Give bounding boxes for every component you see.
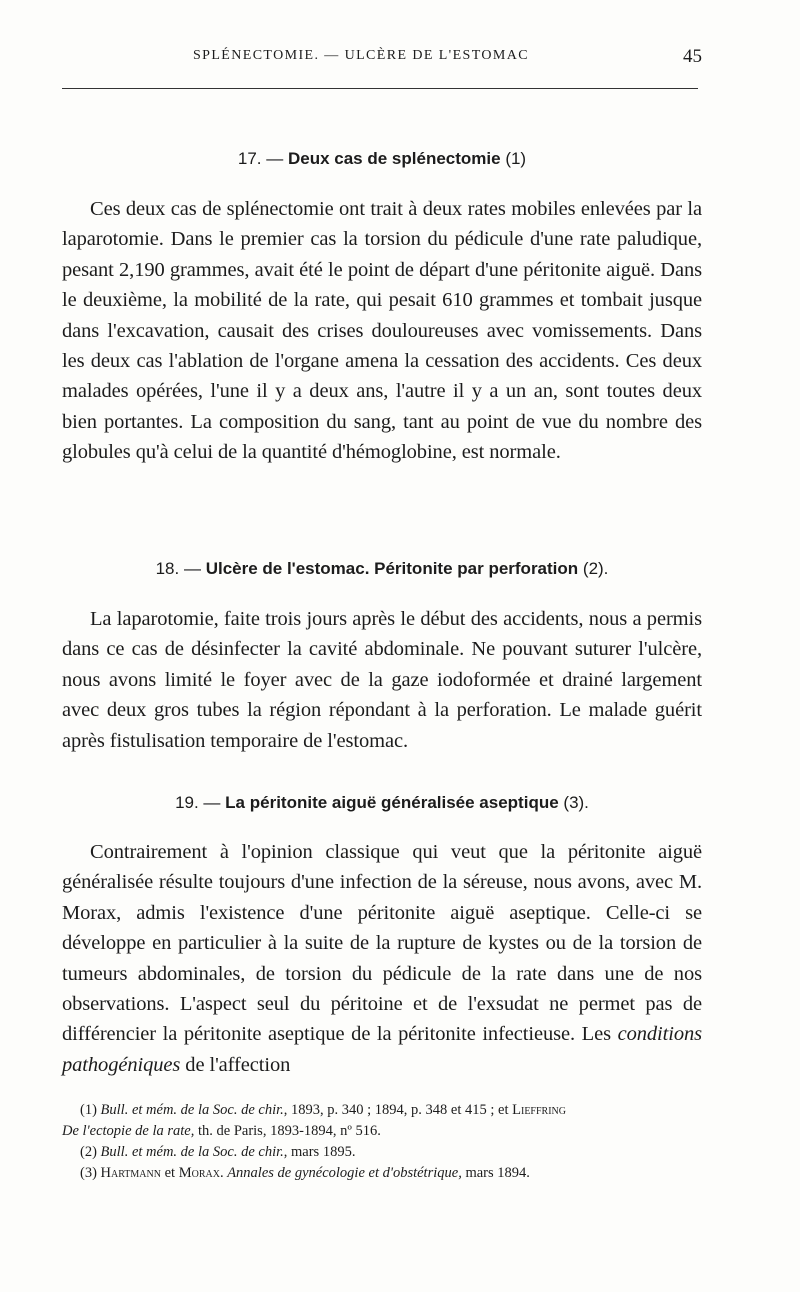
source-details: th. de Paris, 1893-1894, nº 516. [194,1123,381,1139]
footnote-3 [62,1163,702,1184]
section-heading: Deux cas de splénectomie [287,149,501,168]
italic-phrase: conditions pathogéniques [62,1023,702,1076]
source-details: , 1893, p. 340 ; 1894, p. 348 et 415 ; et [283,1102,513,1118]
section-18-title [62,559,702,579]
section-heading: Ulcère de l'estomac. Péritonite par perforation [205,559,579,578]
source-title: Annales de gynécologie et d'obstétrique, [227,1165,462,1181]
source-title: Bull. et mém. de la Soc. de chir. [100,1102,284,1118]
section-number: 19. — [175,793,221,812]
footnote-2 [62,1142,702,1163]
section-heading: La péritonite aiguë généralisée aseptique [225,793,559,812]
paragraph-text: Contrairement à l'opinion classique qui veut que la péritonite aiguë généralisée résulte toujours d'une infection de la séreuse, nous avons, avec M. Morax, admis l'existence d'une péritonite aiguë aseptique. Celle-ci se développe en particulier à la suite de la rupture de kystes ou de la torsion de tumeurs abdominales, de torsion du pédicule de la rate dans une de nos observations. L'aspect seul du péritoine et de l'exsudat ne permet pas de différencier la péritonite aseptique de la péritonite infectieuse. Les [62,841,702,1046]
source-title: De l'ectopie de la rate, [62,1123,195,1139]
page-number: 45 [683,46,702,67]
footnote-ref: (1) [505,149,527,168]
section-number: 17. — [237,149,284,168]
source-title: Bull. et mém. de la Soc. de chir. [100,1144,284,1160]
author-name: Lieffring [512,1102,567,1118]
source-details: , mars 1895. [283,1144,356,1160]
author-name: Morax [178,1165,220,1181]
section-18-paragraph: La laparotomie, faite trois jours après le début des accidents, nous a permis dans ce cas de désinfecter la cavité abdominale. Ne pouvant suturer l'ulcère, nous avons limité le foyer avec de la gaze iodoformée et drainé largement avec deux gros tubes la région répondant à la perforation. Le malade guérit après fistulisation temporaire de l'estomac. [62,608,702,752]
section-19-title [62,793,702,813]
running-head: SPLÉNECTOMIE. — ULCÈRE DE L'ESTOMAC [192,48,530,63]
header-rule [62,88,698,89]
section-17-paragraph: Ces deux cas de splénectomie ont trait à deux rates mobiles enlevées par la laparotomie. Dans le premier cas la torsion du pédicule d'une rate paludique, pesant 2,190 grammes, avait été le point de départ d'une péritonite aiguë. Dans le deuxième, la mobilité de la rate, qui pesait 610 grammes et tombait jusque dans l'excavation, causait des crises douloureuses avec vomissements. Dans les deux cas l'ablation de l'organe amena la cessation des accidents. Ces deux malades opérées, l'une il y a deux ans, l'autre il y a un an, sont toutes deux bien portantes. La composition du sang, tant au point de vue du nombre des globules qu'à celui de la quantité d'hémoglobine, est normale. [62,198,702,464]
footnotes [62,1100,702,1184]
section-19-paragraph [62,837,702,1080]
section-number: 18. — [155,559,201,578]
source-details: mars 1894. [461,1165,530,1181]
conjunction: et [160,1165,179,1181]
footnote-ref: (3). [563,793,589,812]
separator: . [219,1165,228,1181]
footnote-mark: (1) [80,1102,97,1118]
page-header [62,48,700,74]
footnote-mark: (3) [80,1165,97,1181]
footnote-1 [62,1100,702,1142]
author-name: Hartmann [100,1165,161,1181]
section-17-title [62,149,702,169]
footnote-mark: (2) [80,1144,97,1160]
paragraph-text: de l'affection [180,1053,291,1076]
footnote-ref: (2). [582,559,609,578]
